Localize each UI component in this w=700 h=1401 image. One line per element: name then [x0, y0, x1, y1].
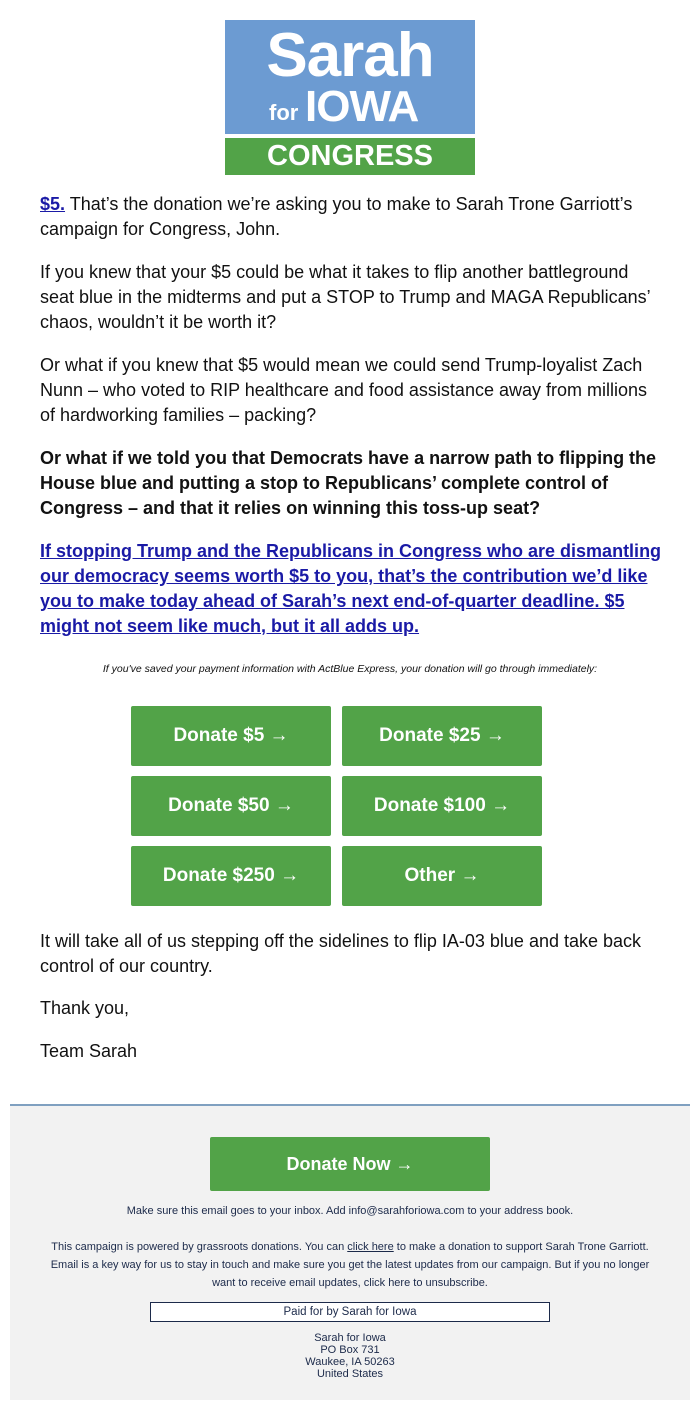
campaign-logo — [225, 20, 475, 175]
signature: Team Sarah — [40, 1041, 138, 1061]
click-here-link[interactable]: click here — [347, 1241, 394, 1253]
grassroots-line — [10, 1238, 690, 1256]
grassroots-pre: This campaign is powered by grassroots donations. You can — [51, 1241, 348, 1253]
email-line-1: Email is a key way for us to stay in touch and make sure you get the latest updates from our campaign. But if you no longer — [50, 1259, 650, 1271]
donate-50-button[interactable]: Donate $50 → — [131, 776, 331, 836]
paid-for-box: Paid for by Sarah for Iowa — [150, 1302, 550, 1322]
logo-state: IOWA — [305, 82, 419, 131]
actblue-express-note: If you've saved your payment information with ActBlue Express, your donation will go through immediately: — [102, 663, 598, 675]
donate-250-button[interactable]: Donate $250 → — [131, 846, 331, 906]
donate-5-button[interactable]: Donate $5 → — [131, 706, 331, 766]
paragraph-narrow-path: Or what if we told you that Democrats have a narrow path to flipping the House blue and putting a stop to Republicans’ complete control of Congress – and that it relies on winning this toss-up seat? — [40, 448, 657, 518]
address-line: PO Box 731 — [320, 1344, 380, 1356]
paragraph-zach-nunn: Or what if you knew that $5 would mean we could send Trump-loyalist Zach Nunn – who voted to RIP healthcare and food assistance away from millions of hardworking families – packing? — [40, 355, 647, 425]
logo-bottom-panel — [225, 134, 475, 175]
address-line: Sarah for Iowa — [314, 1332, 386, 1344]
closing-thanks: Thank you, — [40, 998, 130, 1018]
address-line: Waukee, IA 50263 — [305, 1356, 395, 1368]
lead-text: That’s the donation we’re asking you to make to Sarah Trone Garriott’s campaign for Congress, John. — [40, 194, 633, 239]
logo-name: Sarah — [266, 21, 434, 90]
inbox-note: Make sure this email goes to your inbox. Add info@sarahforiowa.com to your address book. — [126, 1205, 574, 1217]
donate-other-button[interactable]: Other → — [342, 846, 542, 906]
paragraph-flip-seat: If you knew that your $5 could be what it takes to flip another battleground seat blue in the midterms and put a STOP to Trump and MAGA Republicans’ chaos, wouldn’t it be worth it? — [40, 262, 650, 332]
paragraph-sidelines: It will take all of us stepping off the sidelines to flip IA-03 blue and take back control of our country. — [40, 931, 642, 976]
address-line: United States — [316, 1368, 384, 1380]
logo-office: CONGRESS — [267, 140, 433, 172]
donate-now-button[interactable]: Donate Now → — [210, 1137, 490, 1191]
logo-for: for — [269, 100, 299, 125]
grassroots-post: to make a donation to support Sarah Trone Garriott. — [393, 1241, 649, 1253]
lead-amount-link[interactable]: $5. — [40, 194, 66, 214]
donate-100-button[interactable]: Donate $100 → — [342, 776, 542, 836]
lead-paragraph — [40, 192, 662, 242]
footer — [10, 1106, 690, 1400]
contribution-link[interactable]: If stopping Trump and the Republicans in Congress who are dismantling our democracy seems worth $5 to you, that’s the contribution we’d like you to make today ahead of Sarah’s next end-of-quarter deadline. $5 might not seem like much, but it all adds up. — [40, 541, 662, 636]
donate-25-button[interactable]: Donate $25 → — [342, 706, 542, 766]
unsubscribe-line[interactable]: want to receive email updates, click here to unsubscribe. — [212, 1277, 488, 1289]
logo-top-panel — [225, 20, 475, 134]
